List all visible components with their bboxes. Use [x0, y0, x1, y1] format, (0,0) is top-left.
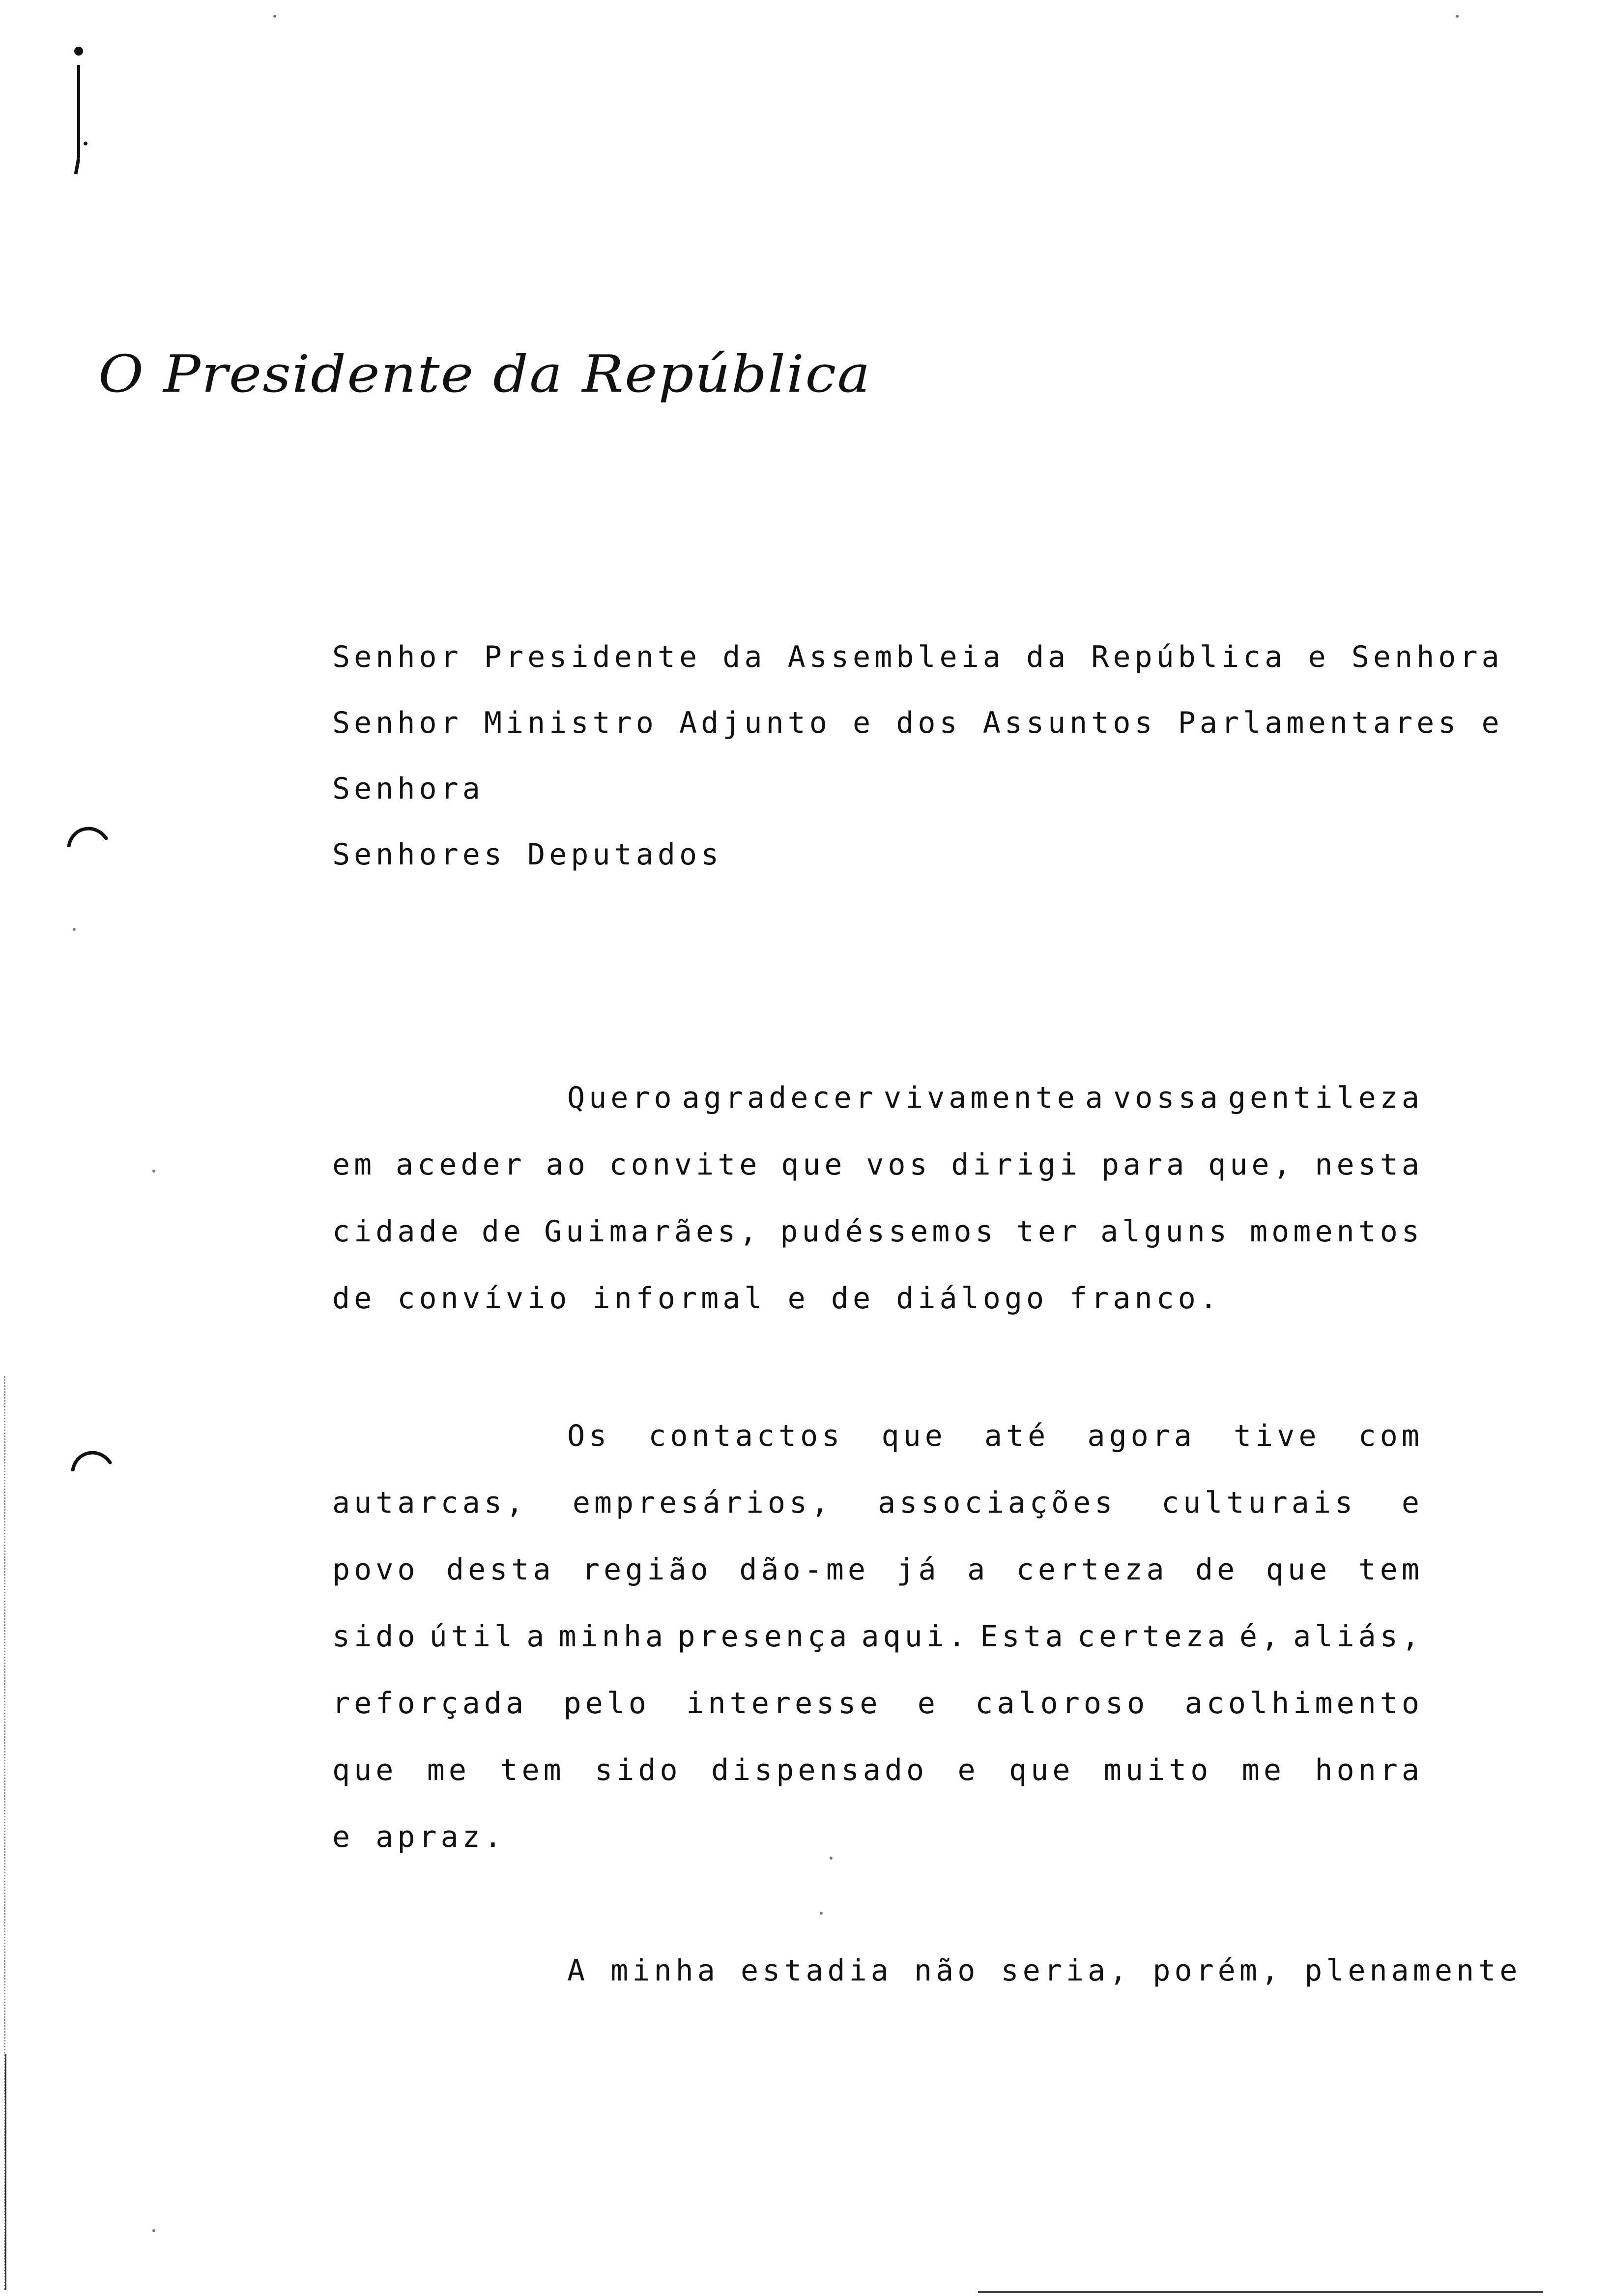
word: a — [1085, 1081, 1107, 1115]
word: dão-me — [739, 1552, 869, 1587]
word: ter — [1016, 1214, 1082, 1249]
word: convite — [609, 1148, 761, 1182]
word: dispensado — [711, 1753, 928, 1787]
word: a — [967, 1552, 989, 1587]
word: já — [896, 1552, 940, 1587]
word: vossa — [1113, 1081, 1222, 1115]
word: Esta — [980, 1619, 1067, 1654]
word: alguns — [1100, 1214, 1231, 1249]
paragraph-line — [332, 1403, 1423, 1469]
word: até — [984, 1419, 1050, 1453]
word: associações — [878, 1486, 1117, 1520]
word: a — [526, 1619, 548, 1654]
word: com — [1358, 1419, 1423, 1453]
word: caloroso — [975, 1686, 1149, 1721]
paragraph-line — [332, 1536, 1423, 1603]
word: gentileza — [1228, 1081, 1423, 1115]
word: Guimarães, — [544, 1214, 761, 1249]
punch-hole-mark-icon — [69, 1442, 113, 1471]
word: acolhimento — [1184, 1686, 1423, 1721]
word: sido — [595, 1753, 682, 1787]
word: certeza — [1016, 1552, 1168, 1587]
salutation-block — [332, 624, 1503, 888]
word: tem — [500, 1753, 565, 1787]
word: me — [427, 1753, 470, 1787]
word: pudéssemos — [780, 1214, 997, 1249]
word: Quero — [567, 1081, 676, 1115]
paragraph-1 — [332, 1064, 1423, 1332]
scan-speck — [1456, 15, 1459, 18]
word: muito — [1103, 1753, 1212, 1787]
word: aqui. — [861, 1619, 970, 1654]
word: cidade — [332, 1214, 462, 1249]
word: empresários, — [572, 1486, 833, 1520]
margin-i-mark-icon — [68, 45, 87, 178]
word: aliás, — [1293, 1619, 1423, 1654]
paragraph-line: A minha estadia não seria, porém, plenamente — [567, 1953, 1522, 1988]
scan-speck — [820, 1912, 823, 1915]
word: honra — [1315, 1753, 1423, 1787]
word: útil — [429, 1619, 517, 1654]
word: povo — [332, 1552, 419, 1587]
scan-bottom-rule — [978, 2291, 1543, 2293]
word: culturais — [1161, 1486, 1357, 1520]
word: minha — [558, 1619, 667, 1654]
word: certeza — [1077, 1619, 1229, 1654]
paragraph-line — [332, 1737, 1423, 1804]
word: dirigi — [951, 1148, 1082, 1182]
paragraph-line — [332, 1064, 1423, 1131]
word: e — [1401, 1486, 1423, 1520]
salutation-line: Senhores Deputados — [332, 837, 723, 872]
word: vivamente — [883, 1081, 1079, 1115]
salutation-line: Senhora — [332, 772, 484, 806]
word: em — [332, 1148, 376, 1182]
word: momentos — [1249, 1214, 1423, 1249]
word: agradecer — [682, 1081, 877, 1115]
paragraph-line — [332, 1198, 1423, 1265]
word: que — [332, 1753, 398, 1787]
word: tem — [1358, 1552, 1423, 1587]
paragraph-line: e apraz. — [332, 1820, 506, 1854]
scan-speck — [73, 928, 76, 931]
scan-speck — [152, 1170, 155, 1173]
word: desta — [446, 1552, 555, 1587]
word: região — [582, 1552, 712, 1587]
word: presença — [677, 1619, 851, 1654]
word: para — [1101, 1148, 1188, 1182]
scan-edge-solid — [5, 2054, 6, 2290]
word: nesta — [1315, 1148, 1423, 1182]
word: que, — [1208, 1148, 1295, 1182]
scan-speck — [273, 15, 276, 18]
word: aceder — [396, 1148, 526, 1182]
word: vos — [866, 1148, 931, 1182]
word: e — [917, 1686, 939, 1721]
word: Os — [567, 1419, 611, 1453]
word: interesse — [686, 1686, 882, 1721]
salutation-line: Senhor Presidente da Assembleia da República e Senhora — [332, 640, 1503, 674]
word: de — [1195, 1552, 1239, 1587]
word: contactos — [648, 1419, 844, 1453]
word: de — [481, 1214, 525, 1249]
paragraph-line — [332, 1670, 1423, 1737]
salutation-line: Senhor Ministro Adjunto e dos Assuntos Parlamentares e — [332, 706, 1503, 740]
word: que — [1266, 1552, 1331, 1587]
word: pelo — [563, 1686, 650, 1721]
paragraph-line: de convívio informal e de diálogo franco. — [332, 1281, 1222, 1316]
scan-speck — [152, 2229, 155, 2232]
letterhead-title: O Presidente da República — [98, 344, 871, 404]
word: sido — [332, 1619, 419, 1654]
word: que — [781, 1148, 846, 1182]
word: é, — [1239, 1619, 1283, 1654]
word: me — [1241, 1753, 1285, 1787]
word: ao — [546, 1148, 589, 1182]
paragraph-3 — [332, 1937, 1522, 2004]
word: e — [957, 1753, 979, 1787]
paragraph-line — [332, 1131, 1423, 1198]
word: reforçada — [332, 1686, 528, 1721]
punch-hole-mark-icon — [65, 818, 109, 847]
word: agora — [1087, 1419, 1196, 1453]
paragraph-line — [332, 1469, 1423, 1536]
word: tive — [1234, 1419, 1321, 1453]
word: que — [881, 1419, 947, 1453]
word: autarcas, — [332, 1486, 528, 1520]
word: que — [1009, 1753, 1074, 1787]
paragraph-line — [332, 1603, 1423, 1670]
paragraph-2 — [332, 1403, 1423, 1870]
